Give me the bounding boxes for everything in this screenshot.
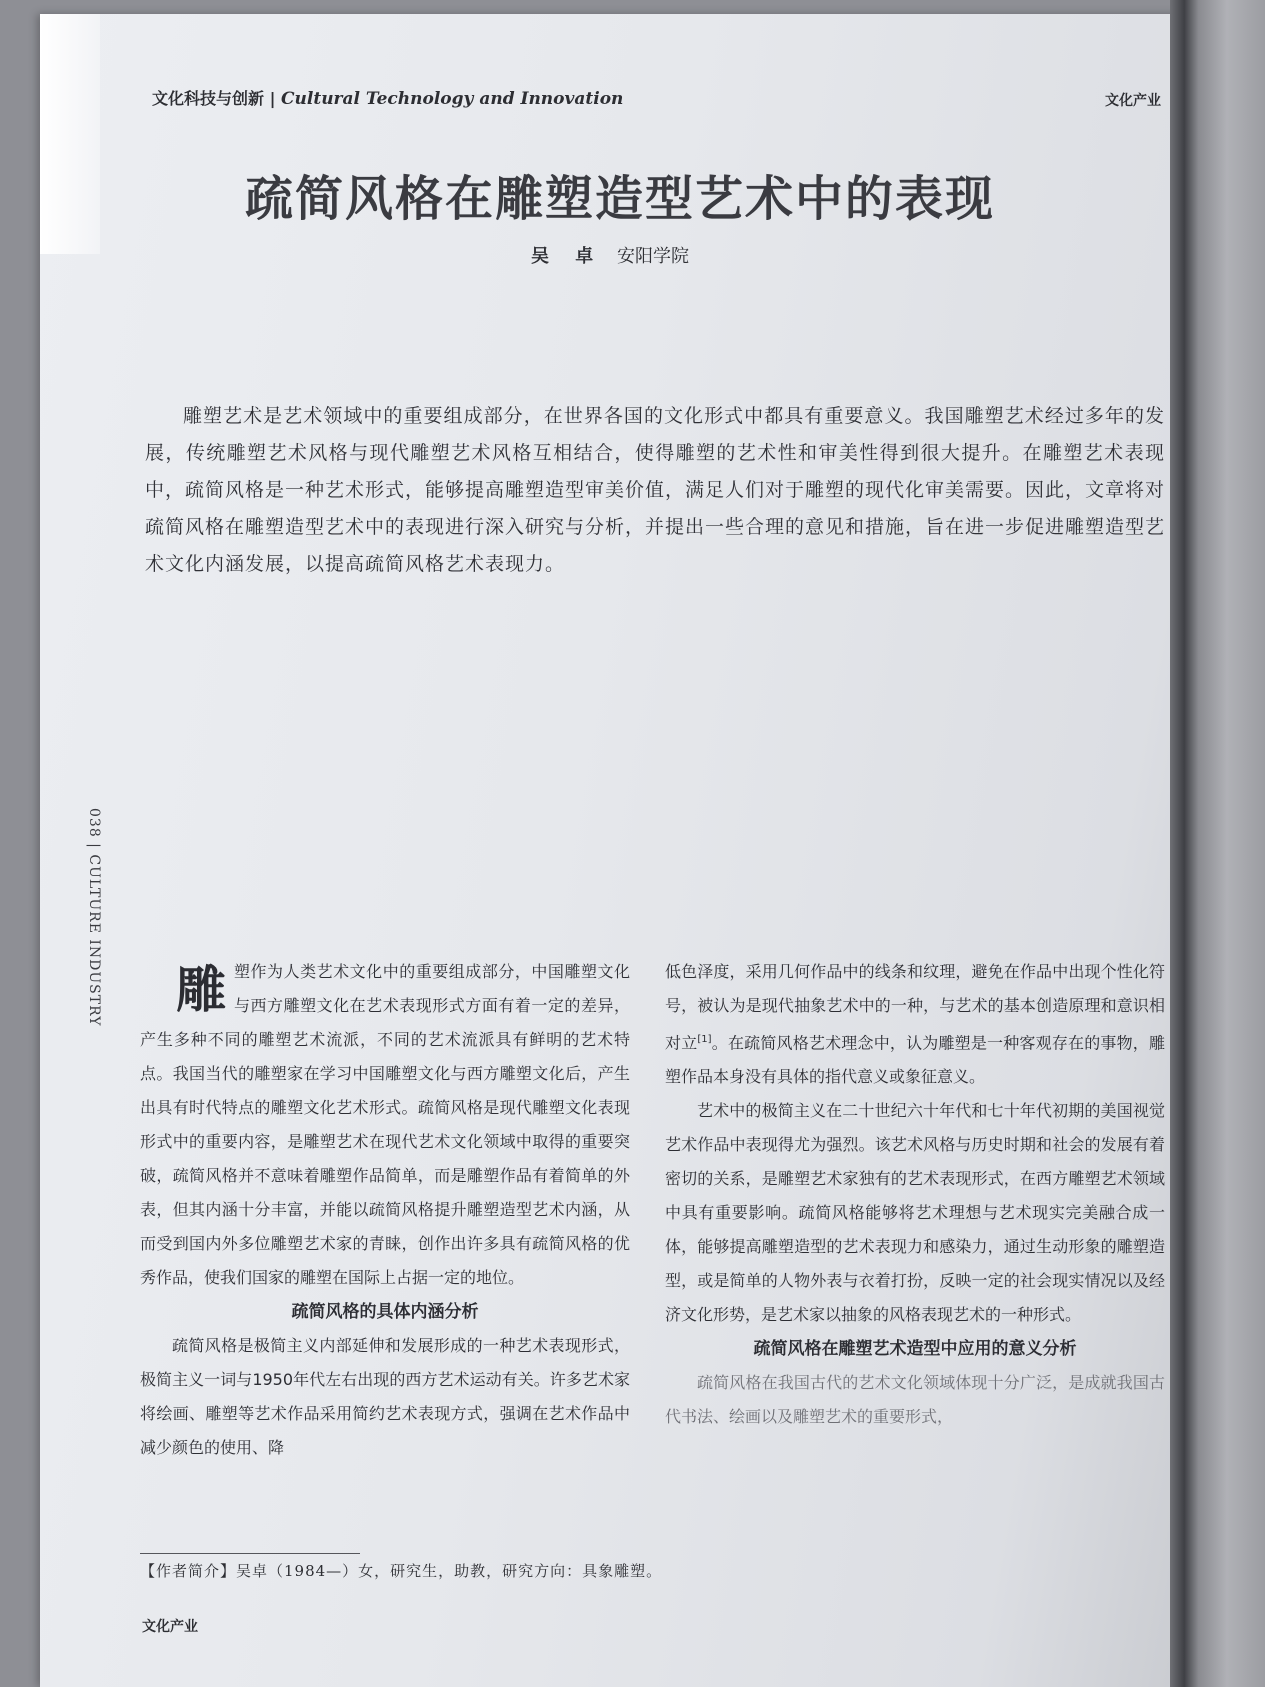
body-column-right [665,955,1165,1434]
author-name: 吴 卓 [530,246,604,267]
article-title: 疏简风格在雕塑造型艺术中的表现 [244,171,995,227]
right-paragraph-1 [665,955,1165,1094]
section-heading-1: 疏简风格的具体内涵分析 [291,1302,479,1322]
running-header-section: 文化产业 [1105,93,1161,109]
citation-ref: [1] [697,1034,712,1045]
journal-name-en: Cultural Technology and Innovation [281,89,624,109]
header-divider: | [264,89,281,108]
page-number: 038 [86,808,102,838]
right-paragraph-1-tail: 。在疏简风格艺术理念中，认为雕塑是一种客观存在的事物，雕塑作品本身没有具体的指代意义或象征意义。 [665,1033,1165,1087]
page-footer: 文化产业 [142,1619,198,1635]
side-divider: | [86,837,102,855]
section-heading-2: 疏简风格在雕塑艺术造型中应用的意义分析 [753,1339,1077,1360]
drop-cap: 雕 [176,961,226,1019]
footnote-rule [140,1553,360,1554]
running-header-left [152,86,623,109]
byline [460,242,760,268]
book-spine-shadow [1170,0,1265,1687]
right-paragraph-1-text: 低色泽度，采用几何作品中的线条和纹理，避免在作品中出现个性化符号，被认为是现代抽象艺术中的一种，与艺术的基本创造原理和意识相对立 [665,962,1165,1053]
section2-paragraph: 疏简风格在我国古代的艺术文化领域体现十分广泛，是成就我国古代书法、绘画以及雕塑艺术的重要形式， [665,1373,1165,1427]
side-page-label [86,808,102,1026]
intro-text: 塑作为人类艺术文化中的重要组成部分，中国雕塑文化与西方雕塑文化在艺术表现形式方面有着一定的差异，产生多种不同的雕塑艺术流派，不同的艺术流派具有鲜明的艺术特点。我国当代的雕塑家在学习中国雕塑文化与西方雕塑文化后，产生出具有时代特点的雕塑文化艺术形式。疏简风格是现代雕塑文化表现形式中的重要内容，是雕塑艺术在现代艺术文化领域中取得的重要突破，疏简风格并不意味着雕塑作品简单，而是雕塑作品有着简单的外表，但其内涵十分丰富，并能以疏简风格提升雕塑造型艺术内涵，从而受到国内外多位雕塑艺术家的青睐，创作出许多具有疏简风格的优秀作品，使我们国家的雕塑在国际上占据一定的地位。 [140,962,630,1287]
intro-paragraph [140,955,630,1295]
right-paragraph-2: 艺术中的极简主义在二十世纪六十年代和七十年代初期的美国视觉艺术作品中表现得尤为强烈。该艺术风格与历史时期和社会的发展有着密切的关系，是雕塑艺术家独有的艺术表现形式，在西方雕塑艺术领域中具有重要影响。疏简风格能够将艺术理想与艺术现实完美融合成一体，能够提高雕塑造型的艺术表现力和感染力，通过生动形象的雕塑造型，或是简单的人物外表与衣着打扮，反映一定的社会现实情况以及经济文化形势，是艺术家以抽象的风格表现艺术的一种形式。 [665,1101,1165,1325]
body-column-left [140,955,630,1465]
author-affiliation: 安阳学院 [617,246,689,267]
section1-paragraph: 疏简风格是极简主义内部延伸和发展形成的一种艺术表现形式，极简主义一词与1950年代左右出现的西方艺术运动有关。许多艺术家将绘画、雕塑等艺术作品采用简约艺术表现方式，强调在艺术作品中减少颜色的使用、降 [140,1336,630,1457]
page-curl [40,14,100,254]
abstract: 雕塑艺术是艺术领域中的重要组成部分，在世界各国的文化形式中都具有重要意义。我国雕塑艺术经过多年的发展，传统雕塑艺术风格与现代雕塑艺术风格互相结合，使得雕塑的艺术性和审美性得到很大提升。在雕塑艺术表现中，疏简风格是一种艺术形式，能够提高雕塑造型审美价值，满足人们对于雕塑的现代化审美需要。因此，文章将对疏简风格在雕塑造型艺术中的表现进行深入研究与分析，并提出一些合理的意见和措施，旨在进一步促进雕塑造型艺术文化内涵发展，以提高疏简风格艺术表现力。 [145,405,1166,575]
side-label-text: CULTURE INDUSTRY [86,854,102,1027]
journal-name-cn: 文化科技与创新 [152,89,265,108]
author-footnote: 【作者简介】吴卓（1984—）女，研究生，助教，研究方向：具象雕塑。 [140,1562,663,1580]
